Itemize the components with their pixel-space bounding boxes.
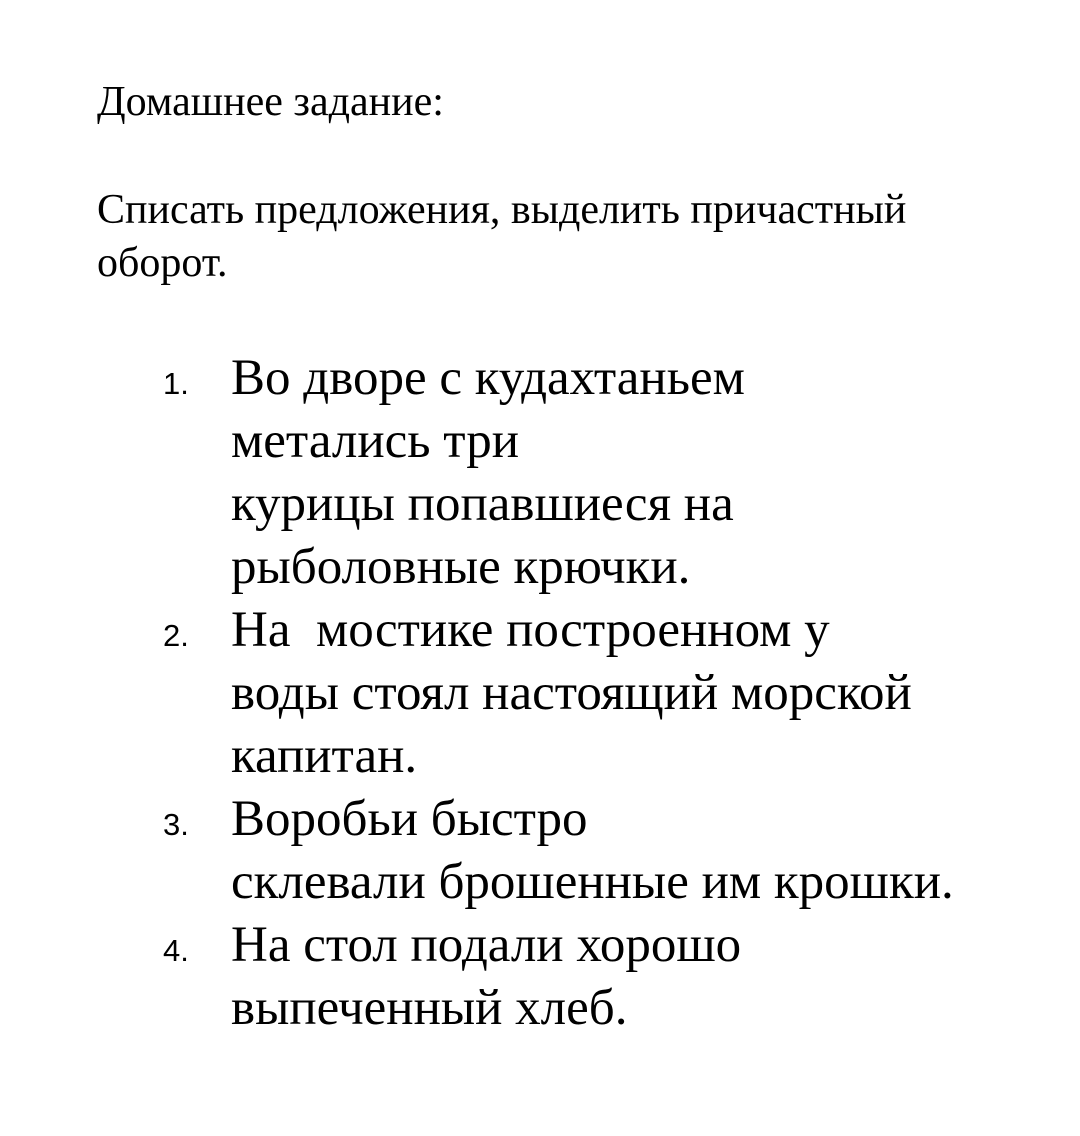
list-item bbox=[0, 914, 1080, 1040]
sentence-line: капитан. bbox=[231, 728, 418, 784]
list-item-number: 4. bbox=[163, 933, 189, 968]
list-item bbox=[0, 347, 1080, 599]
list-item-text bbox=[231, 788, 1080, 914]
list-item-text bbox=[231, 599, 1080, 788]
instruction-line: Списать предложения, выделить причастный bbox=[97, 187, 907, 233]
sentence-line: склевали брошенные им крошки. bbox=[231, 854, 954, 910]
list-item bbox=[0, 788, 1080, 914]
sentence-line: рыболовные крючки. bbox=[231, 539, 691, 595]
list-item-number: 3. bbox=[163, 807, 189, 842]
list-item-number: 2. bbox=[163, 618, 189, 653]
sentence-line: метались три bbox=[231, 413, 519, 469]
page-title: Домашнее задание: bbox=[97, 79, 444, 125]
sentence-line: Во дворе с кудахтаньем bbox=[231, 350, 745, 406]
list-item bbox=[0, 599, 1080, 788]
sentence-line: воды стоял настоящий морской bbox=[231, 665, 912, 721]
sentence-line: выпеченный хлеб. bbox=[231, 980, 628, 1036]
instruction-text bbox=[97, 184, 1017, 290]
sentence-line: Воробьи быстро bbox=[231, 791, 588, 847]
list-item-text bbox=[231, 347, 1080, 599]
sentence-line: На мостике построенном у bbox=[231, 602, 830, 658]
list-item-text bbox=[231, 914, 1080, 1040]
sentence-line: курицы попавшиеся на bbox=[231, 476, 734, 532]
sentence-list bbox=[0, 347, 1080, 1040]
list-item-number: 1. bbox=[163, 366, 189, 401]
sentence-line: На стол подали хорошо bbox=[231, 917, 742, 973]
instruction-line: оборот. bbox=[97, 240, 228, 286]
